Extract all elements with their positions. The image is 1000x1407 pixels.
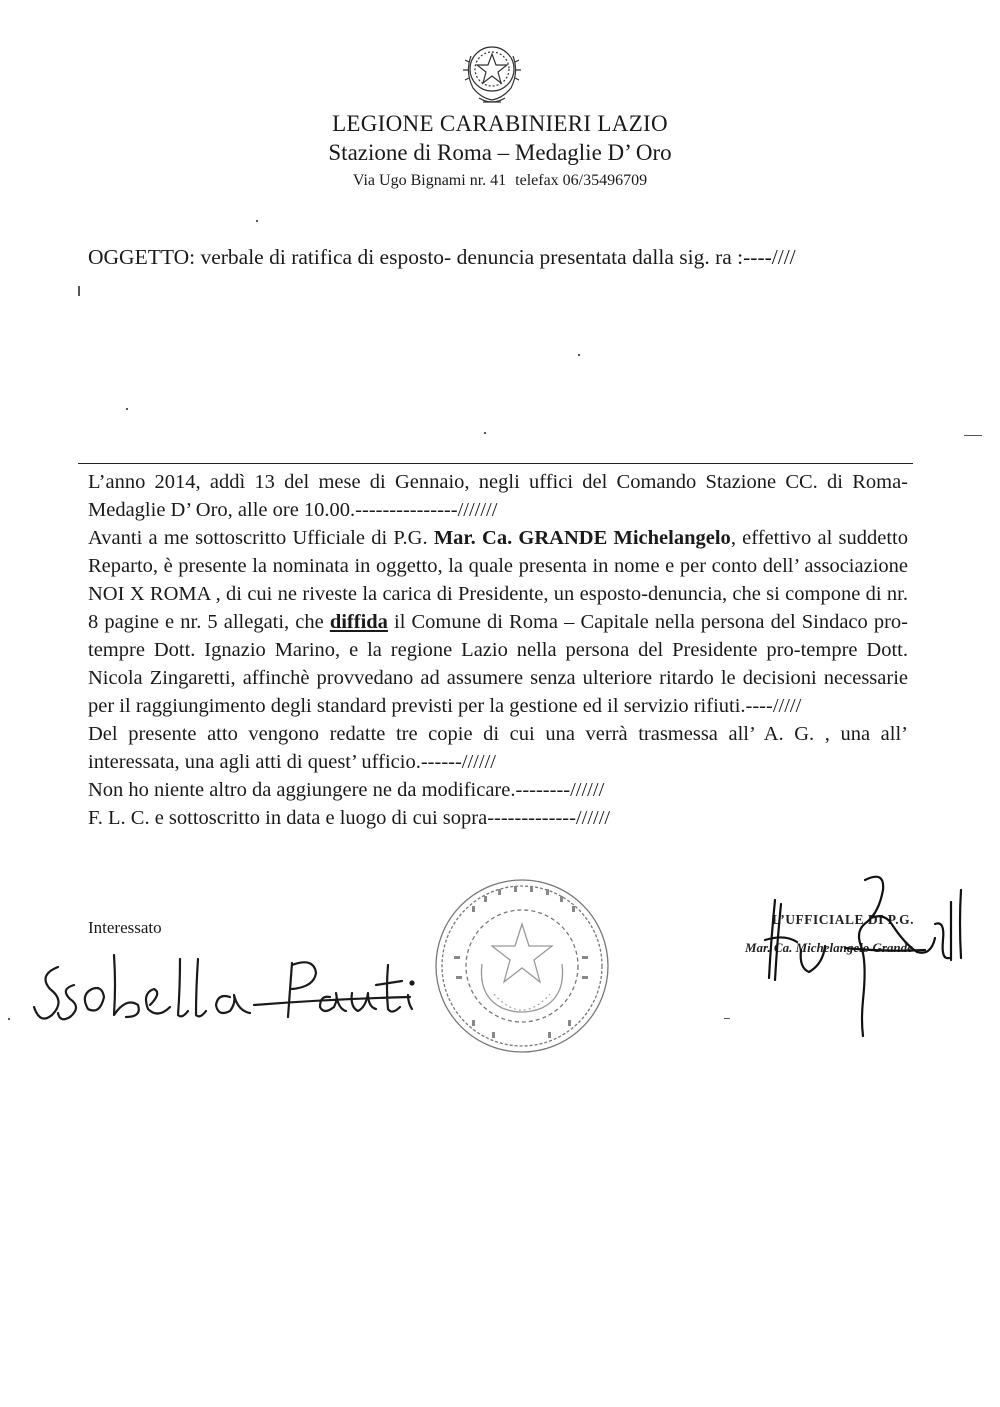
official-stamp-icon [432, 876, 612, 1056]
scan-speck [578, 354, 580, 356]
station-title: Stazione di Roma – Medaglie D’ Oro [328, 140, 672, 165]
interested-party-label: Interessato [88, 918, 162, 937]
scan-speck [484, 432, 486, 434]
station-address [0, 172, 1000, 190]
officer-name-stamp: Mar. Ca. Michelangelo Grande [745, 940, 913, 955]
report-body [88, 468, 908, 832]
officer-title-stamp: L’UFFICIALE DI P.G. [772, 912, 915, 927]
declaration-middle: , effettivo al suddetto Reparto, è presente la nominata in oggetto, la quale presenta in nome e per conto dell’ associazione NOI X ROMA , di cui ne riveste la carica di Presidente, un esposto-denuncia, che si compone di nr. 8 pagine e nr. 5 allegati, che [88, 527, 908, 633]
officer-signature [735, 860, 985, 1050]
scan-speck [724, 1018, 730, 1019]
officer-name-bold: Mar. Ca. GRANDE Michelangelo [433, 527, 731, 549]
paragraph-copies: Del presente atto vengono redatte tre copie di cui una verrà trasmessa all’ A. G. , una all’ interessata, una agli atti di quest’ ufficio.------////// [88, 723, 908, 773]
telefax-text: telefax 06/35496709 [515, 172, 648, 189]
paragraph-declaration [88, 524, 908, 720]
legion-title: LEGIONE CARABINIERI LAZIO [332, 111, 668, 136]
subject-text: verbale di ratifica di esposto- denuncia presentata dalla sig. ra :----//// [200, 245, 796, 269]
diffida-word: diffida [329, 611, 388, 633]
paragraph-date: L’anno 2014, addì 13 del mese di Gennaio, negli uffici del Comando Stazione CC. di Roma- Medaglie D’ Oro, alle ore 10.00.---------------/////// [88, 471, 908, 521]
interested-party-signature [30, 945, 430, 1035]
scan-speck [126, 408, 128, 410]
scan-speck [8, 1018, 10, 1020]
declaration-intro: Avanti a me sottoscritto Ufficiale di P.G. [88, 527, 434, 549]
subject-line [88, 245, 796, 270]
scan-speck [964, 435, 982, 436]
address-text: Via Ugo Bignami nr. 41 [352, 172, 507, 189]
declaration-end: il Comune di Roma – Capitale nella persona del Sindaco pro-tempre Dott. Ignazio Marino, e la regione Lazio nella persona del Presidente pro-tempre Dott. Nicola Zingaretti, affinchè provvedano ad assumere senza ulteriore ritardo le decisioni necessarie per il raggiungimento degli standard previsti per la gestione ed il servizio rifiuti.----///// [88, 611, 909, 717]
paragraph-signed: F. L. C. e sottoscritto in data e luogo di cui sopra-------------////// [88, 807, 611, 829]
republic-emblem-icon [459, 38, 525, 108]
paragraph-nothing-to-add: Non ho niente altro da aggiungere ne da modificare.--------////// [88, 779, 605, 801]
scan-speck [256, 220, 258, 222]
subject-label: OGGETTO: [88, 245, 196, 269]
scan-speck [78, 286, 80, 296]
separator-line [78, 463, 913, 464]
